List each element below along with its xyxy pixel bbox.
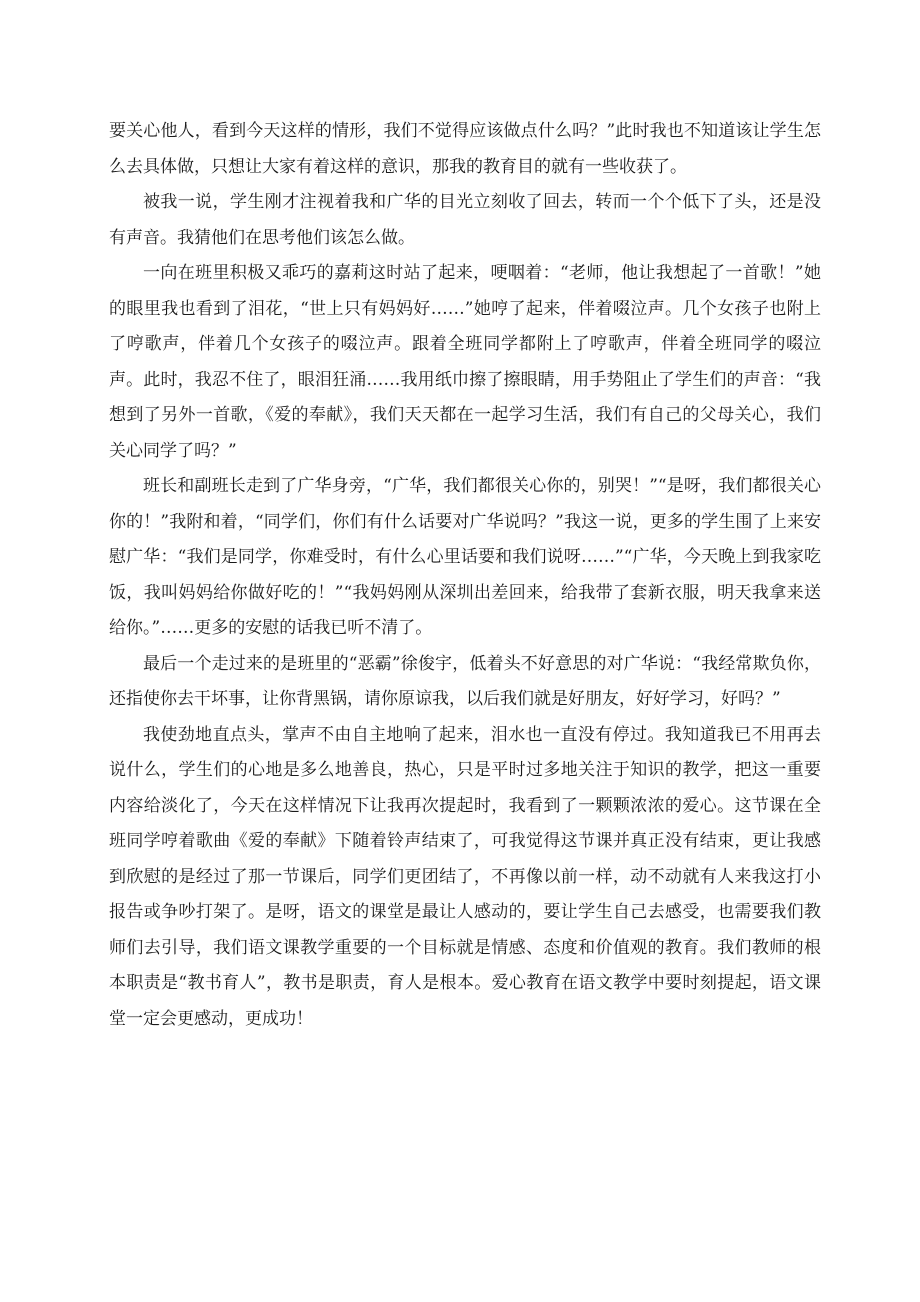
paragraph-3: 一向在班里积极又乖巧的嘉莉这时站了起来，哽咽着：“老师，他让我想起了一首歌！”她的眼里我也看到了泪花，“世上只有妈妈好……”她哼了起来，伴着啜泣声。几个女孩子也附上了哼歌声，伴着几个女孩子的啜泣声。跟着全班同学都附上了哼歌声，伴着全班同学的啜泣声。此时，我忍不住了，眼泪狂涌……我用纸巾擦了擦眼睛，用手势阻止了学生们的声音：“我想到了另外一首歌，《爱的奉献》，我们天天都在一起学习生活，我们有自己的父母关心，我们关心同学了吗？” (109, 263, 821, 461)
paragraph-6: 我使劲地直点头，掌声不由自主地响了起来，泪水也一直没有停过。我知道我已不用再去说什么，学生们的心地是多么地善良，热心，只是平时过多地关注于知识的教学，把这一重要内容给淡化了，今天在这样情况下让我再次提起时，我看到了一颗颗浓浓的爱心。这节课在全班同学哼着歌曲《爱的奉献》下随着铃声结束了，可我觉得这节课并真正没有结束，更让我感到欣慰的是经过了那一节课后，同学们更团结了，不再像以前一样，动不动就有人来我这打小报告或争吵打架了。是呀，语文的课堂是最让人感动的，要让学生自己去感受，也需要我们教师们去引导，我们语文课教学重要的一个目标就是情感、态度和价值观的教育。我们教师的根本职责是“教书育人”，教书是职责，育人是根本。爱心教育在语文教学中要时刻提起，语文课堂一定会更感动，更成功！ (109, 724, 821, 1029)
paragraph-5: 最后一个走过来的是班里的“恶霸”徐俊宇，低着头不好意思的对广华说：“我经常欺负你，还指使你去干坏事，让你背黑锅，请你原谅我，以后我们就是好朋友，好好学习，好吗？” (109, 653, 821, 709)
paragraph-2: 被我一说，学生刚才注视着我和广华的目光立刻收了回去，转而一个个低下了头，还是没有声音。我猜他们在思考他们该怎么做。 (109, 192, 821, 248)
document-page (109, 114, 821, 1037)
paragraph-1: 要关心他人，看到今天这样的情形，我们不觉得应该做点什么吗？”此时我也不知道该让学生怎么去具体做，只想让大家有着这样的意识，那我的教育目的就有一些收获了。 (109, 121, 821, 177)
paragraph-4: 班长和副班长走到了广华身旁，“广华，我们都很关心你的，别哭！”“是呀，我们都很关心你的！”我附和着，“同学们，你们有什么话要对广华说吗？”我这一说，更多的学生围了上来安慰广华：“我们是同学，你难受时，有什么心里话要和我们说呀……”“广华，今天晚上到我家吃饭，我叫妈妈给你做好吃的！”“我妈妈刚从深圳出差回来，给我带了套新衣服，明天我拿来送给你。”……更多的安慰的话我已听不清了。 (109, 476, 821, 638)
